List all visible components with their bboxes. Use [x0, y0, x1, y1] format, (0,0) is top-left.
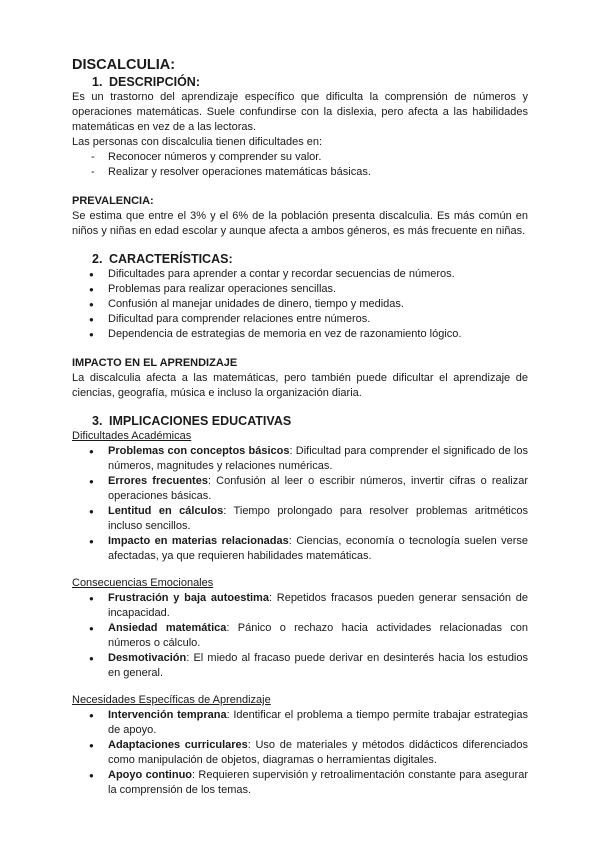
academic-subheading: Dificultades Académicas [72, 430, 192, 442]
section-title: DESCRIPCIÓN: [109, 75, 200, 89]
item-term: Errores frecuentes [108, 475, 208, 487]
item-term: Desmotivación [108, 652, 187, 664]
item-text: : Repetidos fracasos pueden generar sensación de incapacidad. [108, 592, 528, 619]
item-text: : Identificar el problema a tiempo permite trabajar estrategias de apoyo. [108, 709, 528, 736]
list-item: - Reconocer números y comprender su valor. [72, 150, 528, 165]
list-item: ● Dificultad para comprender relaciones entre números. [72, 312, 528, 327]
section-3-heading [92, 413, 528, 429]
section-number: 3. [92, 414, 103, 428]
item-term: Apoyo continuo [108, 769, 193, 781]
description-paragraph: Es un trastorno del aprendizaje específico que dificulta la comprensión de números y operaciones matemáticas. Suele confundirse con la dislexia, pero afecta a las habilidades matemáticas en vez de a las lectoras. [72, 91, 528, 133]
section-1-heading [92, 74, 528, 90]
emotional-list [72, 591, 528, 681]
list-item [72, 444, 528, 474]
prevalence-heading: PREVALENCIA: [72, 195, 154, 207]
item-text: : Pánico o rechazo hacia actividades relacionadas con números o cálculo. [108, 622, 528, 649]
list-item [72, 651, 528, 681]
item-term: Frustración y baja autoestima [108, 592, 269, 604]
section-number: 2. [92, 252, 103, 266]
academic-list [72, 444, 528, 564]
list-item: ● Problemas para realizar operaciones sencillas. [72, 282, 528, 297]
impact-paragraph: La discalculia afecta a las matemáticas, pero también puede dificultar el aprendizaje de ciencias, geografía, música e incluso la organización diaria. [72, 372, 528, 399]
list-item [72, 621, 528, 651]
document-title: DISCALCULIA: [72, 57, 176, 73]
section-number: 1. [92, 75, 103, 89]
item-term: Problemas con conceptos básicos [108, 445, 290, 457]
list-item [72, 534, 528, 564]
prevalence-paragraph: Se estima que entre el 3% y el 6% de la población presenta discalculia. Es más común en niños y niñas en edad escolar y aunque afecta a ambos géneros, es más frecuente en niñas. [72, 210, 528, 237]
item-text: : Tiempo prolongado para resolver problemas aritméticos incluso sencillos. [108, 505, 528, 532]
list-item [72, 474, 528, 504]
item-text: : Ciencias, economía o tecnología suelen verse afectadas, ya que requieren habilidades matemáticas. [108, 535, 528, 562]
item-term: Lentitud en cálculos [108, 505, 224, 517]
needs-subheading: Necesidades Específicas de Aprendizaje [72, 694, 271, 706]
item-term: Impacto en materias relacionadas [108, 535, 289, 547]
description-list [72, 150, 528, 180]
emotional-subheading: Consecuencias Emocionales [72, 577, 214, 589]
item-term: Adaptaciones curriculares [108, 739, 248, 751]
impact-heading: IMPACTO EN EL APRENDIZAJE [72, 357, 238, 369]
item-term: Ansiedad matemática [108, 622, 227, 634]
item-text: : Requieren supervisión y retroalimentación constante para asegurar la comprensión de los temas. [108, 769, 528, 796]
list-item [72, 708, 528, 738]
item-text: : Confusión al leer o escribir números, invertir cifras o realizar operaciones básicas. [108, 475, 528, 502]
list-item [72, 591, 528, 621]
needs-list [72, 708, 528, 798]
item-term: Intervención temprana [108, 709, 227, 721]
item-text: : Dificultad para comprender el significado de los números, magnitudes y relaciones numéricas. [108, 445, 528, 472]
description-intro: Las personas con discalculia tienen dificultades en: [72, 136, 323, 148]
list-item [72, 768, 528, 798]
list-item: - Realizar y resolver operaciones matemáticas básicas. [72, 165, 528, 180]
list-item: ● Dificultades para aprender a contar y recordar secuencias de números. [72, 267, 528, 282]
list-item: ● Dependencia de estrategias de memoria en vez de razonamiento lógico. [72, 327, 528, 342]
item-text: : El miedo al fracaso puede derivar en desinterés hacia los estudios en general. [108, 652, 528, 679]
item-text: : Uso de materiales y métodos didácticos diferenciados como manipulación de objetos, diagramas o herramientas digitales. [108, 739, 528, 766]
section-2-heading [92, 251, 528, 267]
section-title: IMPLICACIONES EDUCATIVAS [109, 414, 292, 428]
section-title: CARACTERÍSTICAS: [109, 252, 233, 266]
list-item [72, 738, 528, 768]
list-item [72, 504, 528, 534]
characteristics-list [72, 267, 528, 342]
list-item: ● Confusión al manejar unidades de dinero, tiempo y medidas. [72, 297, 528, 312]
